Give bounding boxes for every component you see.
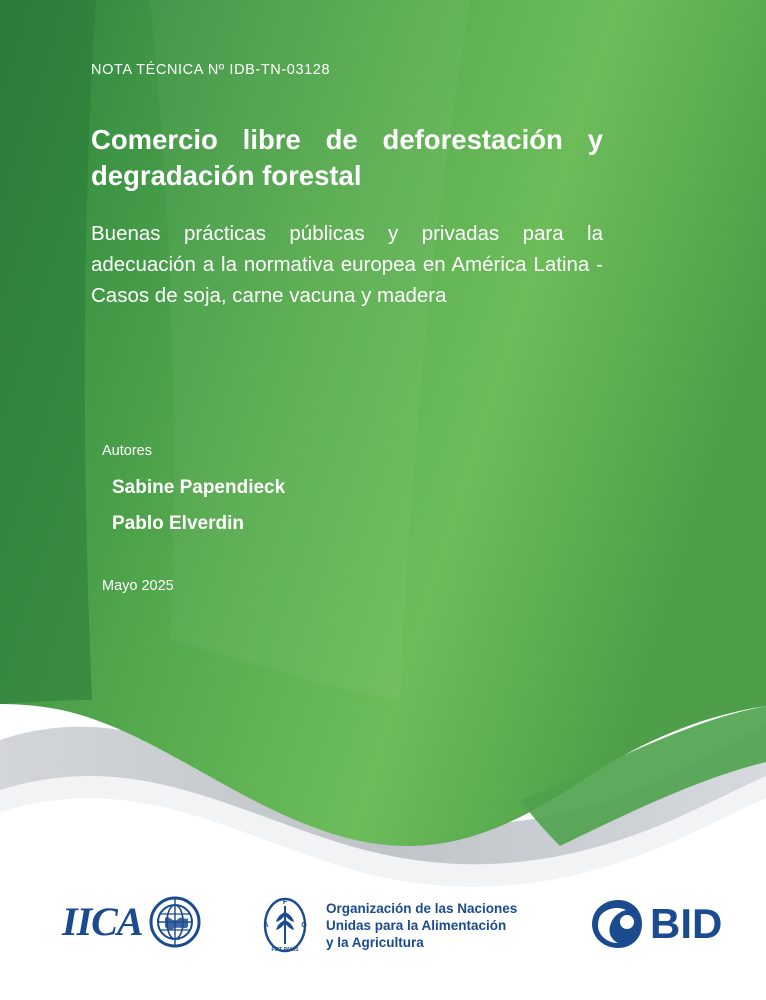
svg-text:FIAT PANIS: FIAT PANIS [271, 947, 299, 953]
iica-logo [62, 894, 203, 950]
series-label: NOTA TÉCNICA Nº IDB-TN-03128 [91, 62, 331, 78]
bid-symbol-icon [586, 898, 644, 950]
svg-text:F: F [282, 899, 288, 906]
page-subtitle: Buenas prácticas públicas y privadas para la adecuación a la normativa europea en América Latina - Casos de soja, carne vacuna y madera [91, 222, 603, 307]
fao-line-3: y la Agricultura [326, 934, 424, 950]
author-name: Sabine Papendieck [112, 477, 286, 498]
svg-text:O: O [301, 922, 307, 929]
iica-wordmark: IICA [62, 899, 143, 944]
fao-logo [256, 896, 517, 954]
bid-logo [586, 898, 722, 950]
authors-label: Autores [102, 443, 152, 459]
iica-globe-icon [147, 894, 203, 950]
svg-text:A: A [263, 922, 269, 929]
page-title: Comercio libre de deforestación y degradación forestal [91, 124, 603, 191]
fao-line-2: Unidas para la Alimentación [326, 917, 507, 933]
fao-emblem-icon [256, 896, 314, 954]
fao-line-1: Organización de las Naciones [326, 900, 518, 916]
author-name: Pablo Elverdin [112, 513, 244, 534]
bid-wordmark: BID [650, 900, 723, 947]
fao-wordmark [326, 900, 517, 951]
footer-logos [0, 886, 766, 982]
publication-date: Mayo 2025 [102, 578, 174, 594]
authors-list [112, 470, 532, 542]
